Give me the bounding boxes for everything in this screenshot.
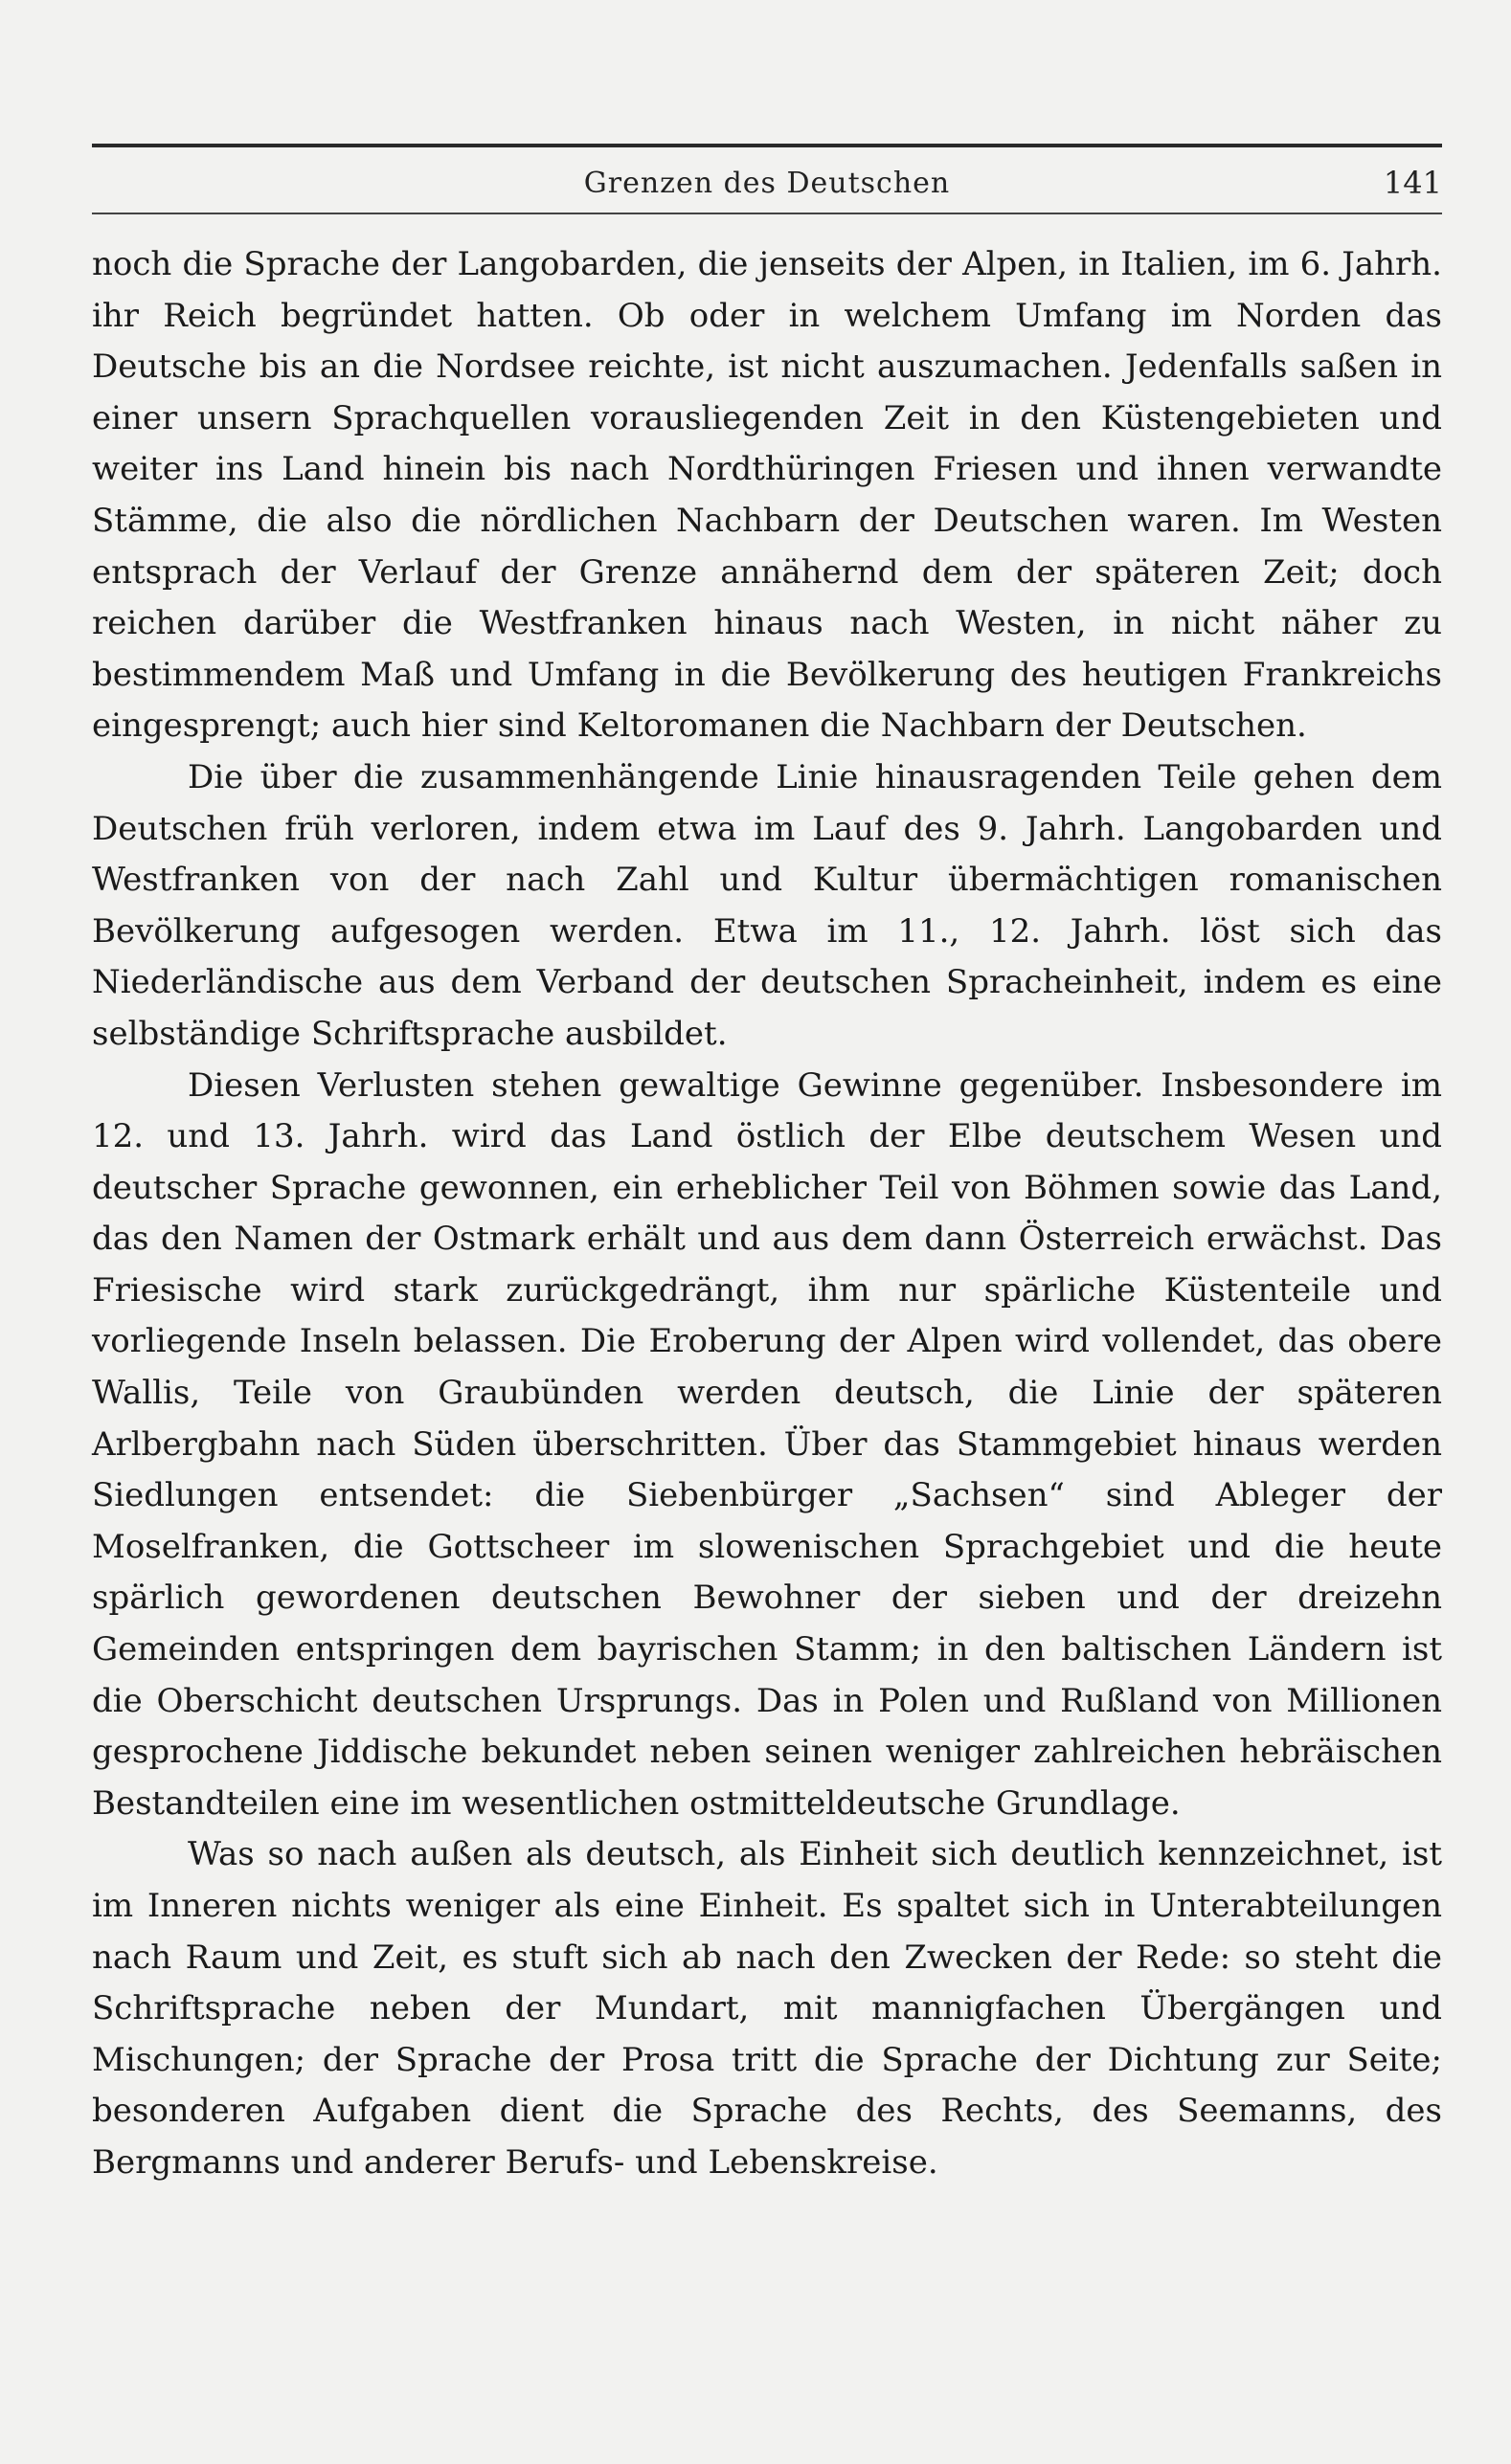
running-title: Grenzen des Deutschen [583, 167, 951, 200]
paragraph: Die über die zusammenhängende Linie hinausragenden Teile gehen dem Deutschen früh verloren, indem etwa im Lauf des 9. Jahrh. Langobarden und Westfranken von der nach Zahl und Kultur übermächtigen romanischen Bevölkerung aufgesogen werden. Etwa im 11., 12. Jahrh. löst sich das Niederländische aus dem Verband der deutschen Spracheinheit, indem es eine selbständige Schriftsprache ausbildet. [92, 757, 1442, 1053]
body-text [92, 239, 1442, 2189]
top-rule [92, 144, 1442, 147]
page-header [92, 157, 1442, 211]
page-number: 141 [1383, 165, 1442, 201]
paragraph: Diesen Verlusten stehen gewaltige Gewinne gegenüber. Insbesondere im 12. und 13. Jahrh. wird das Land östlich der Elbe deutschem Wesen und deutscher Sprache gewonnen, ein erheblicher Teil von Böhmen sowie das Land, das den Namen der Ostmark erhält und aus dem dann Österreich erwächst. Das Friesische wird stark zurückgedrängt, ihm nur spärliche Küstenteile und vorliegende Inseln belassen. Die Eroberung der Alpen wird vollendet, das obere Wallis, Teile von Graubünden werden deutsch, die Linie der späteren Arlbergbahn nach Süden überschritten. Über das Stammgebiet hinaus werden Siedlungen entsendet: die Siebenbürger „Sachsen“ sind Ableger der Moselfranken, die Gottscheer im slowenischen Sprachgebiet und die heute spärlich gewordenen deutschen Bewohner der sieben und der dreizehn Gemeinden entspringen dem bayrischen Stamm; in den baltischen Ländern ist die Oberschicht deutschen Ursprungs. Das in Polen und Rußland von Millionen gesprochene Jiddische bekundet neben seinen weniger zahlreichen hebräischen Bestandteilen eine im wesentlichen ostmitteldeutsche Grundlage. [92, 1065, 1442, 1823]
header-rule [92, 213, 1442, 214]
paragraph: Was so nach außen als deutsch, als Einheit sich deutlich kennzeichnet, ist im Inneren nichts weniger als eine Einheit. Es spaltet sich in Unterabteilungen nach Raum und Zeit, es stuft sich ab nach den Zwecken der Rede: so steht die Schriftsprache neben der Mundart, mit mannigfachen Übergängen und Mischungen; der Sprache der Prosa tritt die Sprache der Dichtung zur Seite; besonderen Aufgaben dient die Sprache des Rechts, des Seemanns, des Bergmanns und anderer Berufs- und Lebenskreise. [92, 1835, 1442, 2182]
book-page [92, 144, 1442, 2345]
paragraph: noch die Sprache der Langobarden, die jenseits der Alpen, in Italien, im 6. Jahrh. ihr Reich begründet hatten. Ob oder in welchem Umfang im Norden das Deutsche bis an die Nordsee reichte, ist nicht auszumachen. Jedenfalls saßen in einer unsern Sprachquellen vorausliegenden Zeit in den Küstengebieten und weiter ins Land hinein bis nach Nordthüringen Friesen und ihnen verwandte Stämme, die also die nördlichen Nachbarn der Deutschen waren. Im Westen entsprach der Verlauf der Grenze annähernd dem der späteren Zeit; doch reichen darüber die Westfranken hinaus nach Westen, in nicht näher zu bestimmendem Maß und Umfang in die Bevölkerung des heutigen Frankreichs eingesprengt; auch hier sind Keltoromanen die Nachbarn der Deutschen. [92, 245, 1442, 746]
